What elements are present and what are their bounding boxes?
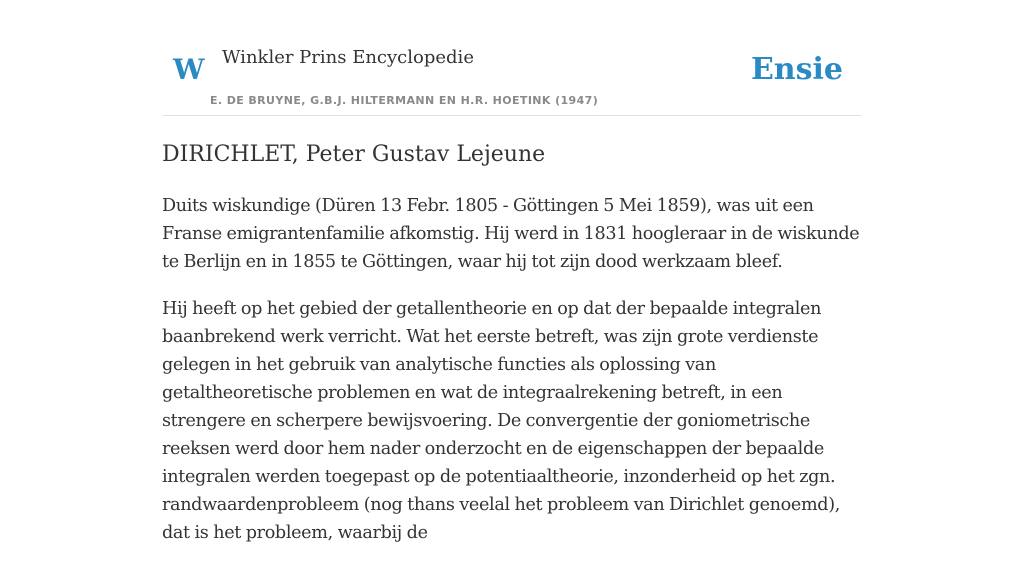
authors-line: E. DE BRUYNE, G.B.J. HILTERMANN EN H.R. HOETINK (1947)	[210, 94, 599, 107]
entry-title: DIRICHLET, Peter Gustav Lejeune	[162, 142, 546, 167]
header-divider	[162, 115, 862, 116]
source-title[interactable]: Winkler Prins Encyclopedie	[222, 47, 474, 68]
article-body	[162, 192, 868, 566]
brand-logo[interactable]: Ensie	[750, 52, 843, 87]
logo-w-icon: W	[173, 53, 205, 86]
paragraph-1: Duits wiskundige (Düren 13 Febr. 1805 - Göttingen 5 Mei 1859), was uit een Franse emigrantenfamilie afkomstig. Hij werd in 1831 hoogleraar in de wiskunde te Berlijn en in 1855 te Göttingen, waar hij tot zijn dood werkzaam bleef.	[162, 196, 860, 272]
paragraph-2: Hij heeft op het gebied der getallentheorie en op dat der bepaalde integralen baanbrekend werk verricht. Wat het eerste betreft, was zijn grote verdienste gelegen in het gebruik van analytische functies als oplossing van getaltheoretische problemen en wat de integraalrekening betreft, in een strengere en scherpere bewijsvoering. De convergentie der goniometrische reeksen werd door hem nader onderzocht en de eigenschappen der bepaalde integralen werden toegepast op de potentiaaltheorie, inzonderheid op het zgn. randwaardenprobleem (nog thans veelal het probleem van Dirichlet genoemd), dat is het probleem, waarbij de	[162, 299, 840, 543]
